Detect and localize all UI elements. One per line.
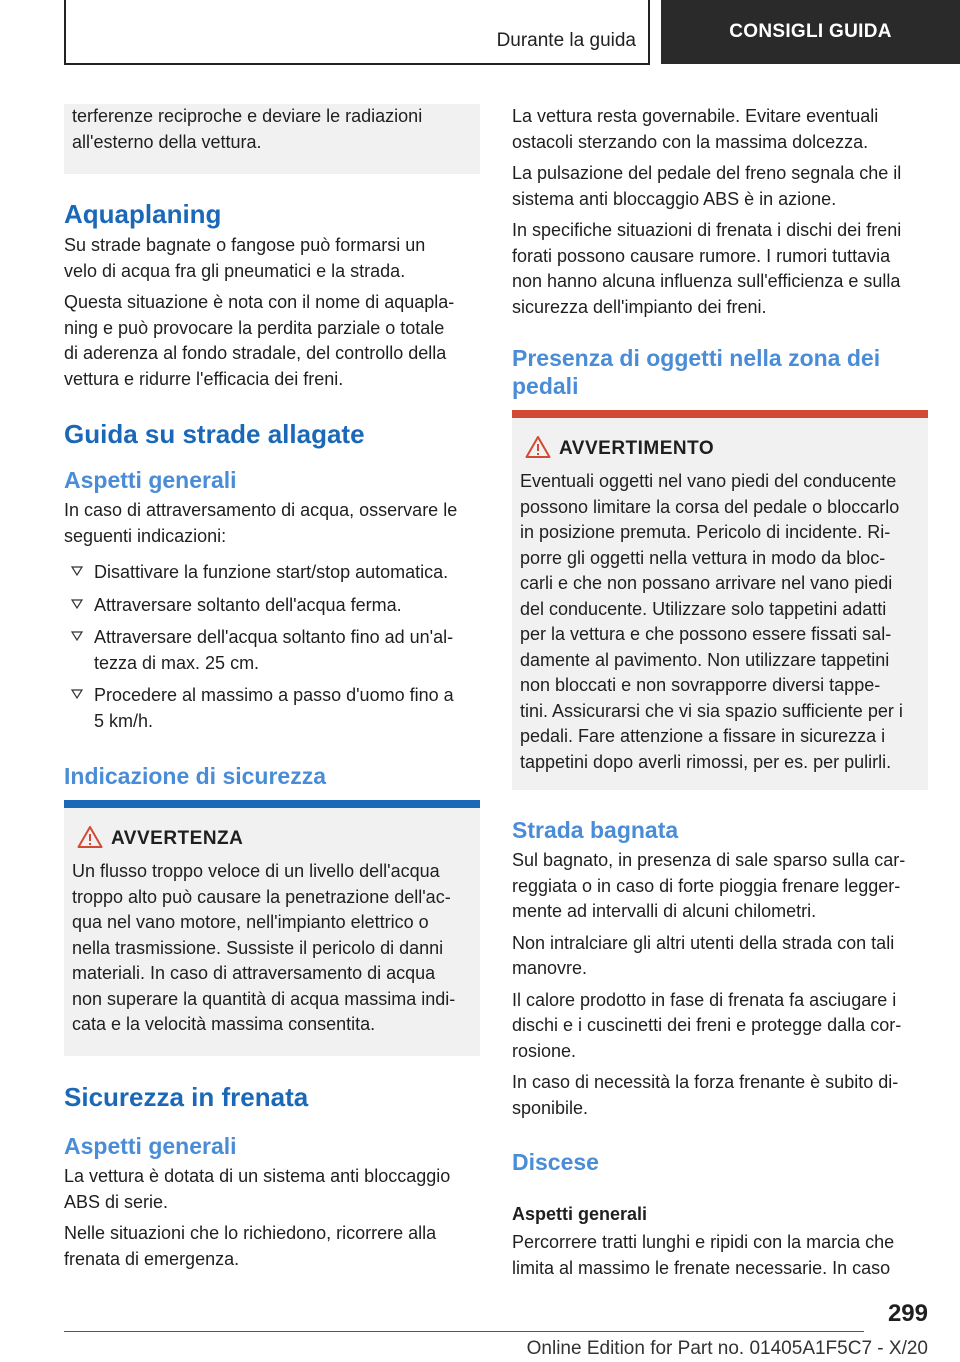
text-line: Un flusso troppo veloce di un livello dell'acqua [72,861,440,881]
text-line: In caso di necessità la forza frenante è subito di‐ [512,1072,899,1092]
warning-triangle-icon [525,435,551,459]
wet-road-heading: Strada bagnata [512,817,679,843]
text-line: tini. Assicurarsi che vi sia spazio sufficiente per i [520,700,903,721]
aquaplaning-heading: Aquaplaning [64,199,222,229]
text-line: per la vettura e che possono essere fissati sal‐ [520,624,892,644]
warning-box [512,418,928,790]
braking-paragraph-2 [64,1221,480,1272]
box-line: terferenze reciproche e deviare le radiazioni [72,106,423,126]
text-line: Percorrere tratti lunghi e ripidi con la marcia che [512,1232,895,1252]
text-line: dischi e i cuscinetti dei freni e protegge dalla cor‐ [512,1015,902,1035]
caution-title: AVVERTENZA [111,828,244,849]
text-line: ning e può provocare la perdita parziale o totale [64,317,445,338]
text-line: Su strade bagnate o fangose può formarsi un [64,235,426,255]
edition-note: Online Edition for Part no. 01405A1F5C7 - X/20 [526,1338,928,1359]
triangle-bullet-icon [71,630,83,642]
text-line: pedali. Fare attenzione a fissare in sicurezza i [520,726,886,746]
heading-line: pedali [512,373,579,399]
flooded-bullet-list [64,560,480,734]
triangle-bullet-icon [71,688,83,700]
text-line: La vettura è dotata di un sistema anti bloccaggio [64,1166,451,1186]
text-line: frenata di emergenza. [64,1248,240,1269]
triangle-bullet-icon [71,598,83,610]
text-line: rosione. [512,1040,577,1061]
text-line: qua nel vano motore, nell'impianto elettrico o [72,912,429,932]
flooded-roads-section [64,419,480,741]
header-rule-divider [648,0,650,64]
warning-title: AVVERTIMENTO [559,438,715,459]
text-line: in posizione premuta. Pericolo di incidente. Ri‐ [520,522,891,542]
paragraph [512,104,928,155]
paragraph [512,988,928,1065]
text-line: sicurezza dell'impianto dei freni. [512,296,767,317]
list-item [64,683,480,734]
descents-subheading: Aspetti generali [512,1204,648,1224]
text-line: 5 km/h. [94,710,154,731]
caution-text [64,859,463,1038]
caution-bar [64,800,480,808]
continued-safety-box [64,104,480,174]
text-line: sponibile. [512,1097,589,1118]
text-line: non hanno alcuna influenza sull'efficienza e sulla [512,271,901,291]
warning-text [512,469,911,775]
list-item [64,560,480,586]
warning-bar [512,410,928,418]
text-line: mente ad intervalli di alcuni chilometri. [512,901,817,921]
paragraph [512,1230,928,1281]
text-line: damente al pavimento. Non utilizzare tappetini [520,649,890,670]
header-rule-left [64,0,66,64]
text-line: Non intralciare gli altri utenti della strada con tali [512,932,895,953]
braking-safety-section [64,1082,480,1272]
text-line: materiali. In caso di attraversamento di acqua [72,963,436,983]
text-line: La pulsazione del pedale del freno segnala che il [512,163,902,183]
wet-road-section [512,816,928,1121]
flooded-general-subheading: Aspetti generali [64,467,237,493]
paragraph [512,931,928,982]
box-line: all'esterno della vettura. [72,131,262,152]
text-line: velo di acqua fra gli pneumatici e la strada. [64,260,406,281]
aquaplaning-paragraph-1 [64,233,480,284]
braking-general-subheading: Aspetti generali [64,1133,237,1159]
descents-heading: Discese [512,1149,599,1175]
text-line: seguenti indicazioni: [64,525,227,546]
paragraph [512,1070,928,1121]
text-line: Sul bagnato, in presenza di sale sparso sulla car‐ [512,850,906,870]
aquaplaning-paragraph-2 [64,290,480,392]
safety-note-heading: Indicazione di sicurezza [64,763,327,789]
text-line: di aderenza al fondo stradale, del controllo della [64,343,447,363]
braking-paragraph-1 [64,1164,480,1215]
text-line: La vettura resta governabile. Evitare eventuali [512,106,879,126]
text-line: In caso di attraversamento di acqua, osservare le [64,500,458,520]
list-item [64,593,480,619]
text-line: vettura e ridurre l'efficacia dei freni. [64,368,344,389]
braking-safety-heading: Sicurezza in frenata [64,1082,309,1112]
text-line: nella trasmissione. Sussiste il pericolo di danni [72,937,444,958]
braking-continued [512,104,928,320]
text-line: Attraversare dell'acqua soltanto fino ad un'al‐ [94,627,454,647]
page-number: 299 [887,1300,928,1327]
text-line: tappetini dopo averli rimossi, per es. per pulirli. [520,751,892,772]
text-line: non bloccati e non sovrapporre diversi tappe‐ [520,675,881,695]
text-line: Attraversare soltanto dell'acqua ferma. [94,594,402,615]
paragraph [512,161,928,212]
text-line: carli e che non possano arrivare nel vano piedi [520,573,893,593]
text-line: Disattivare la funzione start/stop automatica. [94,562,449,582]
text-line: In specifiche situazioni di frenata i dischi dei freni [512,220,902,240]
paragraph [512,848,928,925]
caution-box [64,808,480,1056]
text-line: possono limitare la corsa del pedale o bloccarlo [520,496,900,517]
text-line: manovre. [512,958,588,978]
text-line: ABS di serie. [64,1191,169,1212]
text-line: Procedere al massimo a passo d'uomo fino a [94,685,454,705]
chapter-title: CONSIGLI GUIDA [729,21,892,42]
descents-section [512,1148,928,1281]
text-line: del conducente. Utilizzare solo tappetini adatti [520,598,887,619]
text-line: ostacoli sterzando con la massima dolcezza. [512,131,869,152]
warning-triangle-icon [77,825,103,849]
footer-rule [64,1331,864,1332]
list-item [64,625,480,676]
text-line: cata e la velocità massima consentita. [72,1014,376,1034]
chapter-tab [661,0,960,64]
text-line: porre gli oggetti nella vettura in modo da bloc‐ [520,547,886,568]
heading-line: Presenza di oggetti nella zona dei [512,345,881,371]
aquaplaning-section [64,199,480,392]
triangle-bullet-icon [71,565,83,577]
section-title: Durante la guida [496,30,636,51]
text-line: Questa situazione è nota con il nome di aquapla‐ [64,292,455,312]
text-line: limita al massimo le frenate necessarie. In caso [512,1257,891,1278]
text-line: non superare la quantità di acqua massima indi‐ [72,988,456,1009]
text-line: Il calore prodotto in fase di frenata fa asciugare i [512,989,897,1010]
paragraph [512,218,928,320]
text-line: reggiata o in caso di forte pioggia frenare legger‐ [512,875,901,896]
text-line: tezza di max. 25 cm. [94,652,260,673]
text-line: forati possono causare rumore. I rumori tuttavia [512,245,891,266]
flooded-roads-heading: Guida su strade allagate [64,419,365,449]
text-line: sistema anti bloccaggio ABS è in azione. [512,188,837,209]
text-line: Nelle situazioni che lo richiedono, ricorrere alla [64,1223,437,1243]
header-rule-bottom [64,63,650,65]
text-line: Eventuali oggetti nel vano piedi del conducente [520,471,897,491]
flooded-intro [64,498,480,549]
pedal-objects-heading [512,344,928,400]
text-line: troppo alto può causare la penetrazione dell'ac‐ [72,886,451,907]
